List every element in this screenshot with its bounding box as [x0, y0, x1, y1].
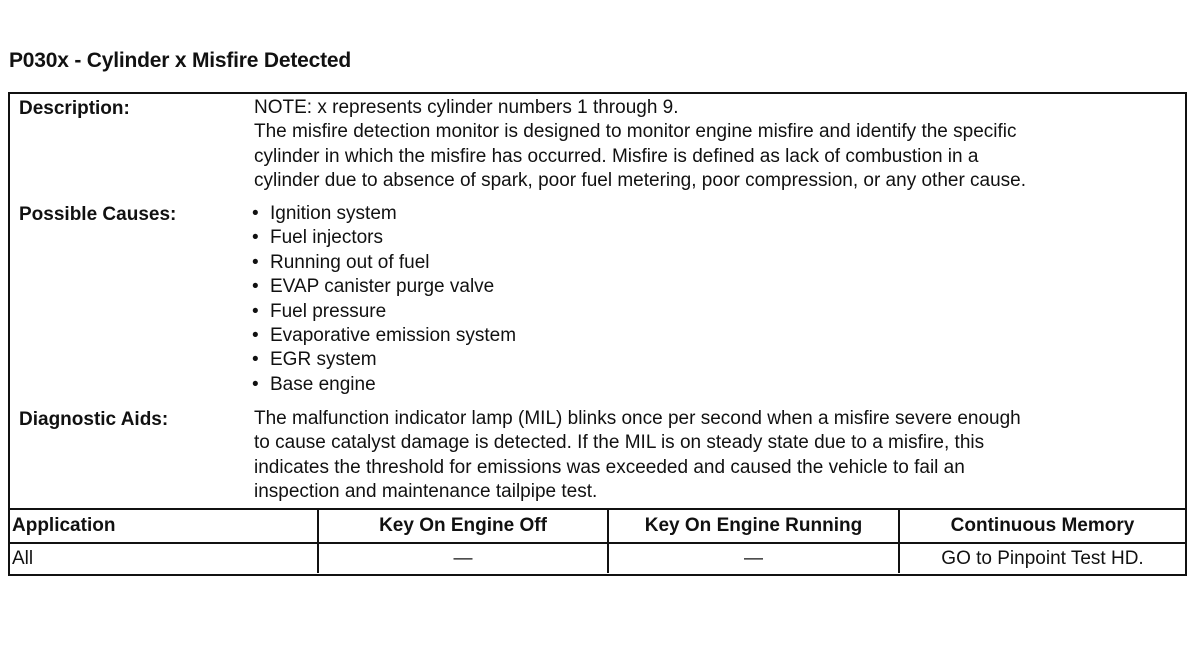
aids-line: inspection and maintenance tailpipe test.: [254, 481, 598, 503]
table-header-row: [10, 509, 1185, 543]
aids-line: The malfunction indicator lamp (MIL) blinks once per second when a misfire severe enough: [254, 408, 1021, 429]
header-application: Application: [10, 509, 318, 543]
cause-item: • EGR system: [249, 348, 516, 372]
cause-item: • Evaporative emission system: [249, 324, 516, 348]
table-row: [10, 543, 1185, 573]
cell-continuous-memory: GO to Pinpoint Test HD.: [899, 543, 1185, 573]
aids-line: to cause catalyst damage is detected. If the MIL is on steady state due to a misfire, this: [254, 432, 985, 454]
description-label: Description:: [19, 98, 130, 119]
diagnostic-aids-text: [254, 407, 1021, 505]
cause-item: • EVAP canister purge valve: [249, 275, 516, 299]
possible-causes-list: [249, 202, 516, 397]
description-text: [254, 96, 1026, 194]
cause-item: • Ignition system: [249, 202, 516, 226]
header-continuous-memory: Continuous Memory: [899, 509, 1185, 543]
possible-causes-label: Possible Causes:: [19, 204, 177, 225]
dtc-table: [8, 92, 1187, 576]
description-line: NOTE: x represents cylinder numbers 1 through 9.: [254, 97, 679, 118]
header-koer: Key On Engine Running: [608, 509, 899, 543]
cell-koeo: —: [318, 543, 608, 573]
diagnostic-aids-label: Diagnostic Aids:: [19, 409, 169, 430]
description-line: cylinder due to absence of spark, poor fuel metering, poor compression, or any other cause.: [254, 170, 1027, 192]
aids-line: indicates the threshold for emissions was exceeded and caused the vehicle to fail an: [254, 456, 965, 478]
cell-application: All: [10, 543, 318, 573]
header-koeo: Key On Engine Off: [318, 509, 608, 543]
cause-item: • Base engine: [249, 373, 516, 397]
test-table: [10, 508, 1185, 573]
description-line: cylinder in which the misfire has occurred. Misfire is defined as lack of combustion in a: [254, 145, 979, 167]
cause-item: • Fuel injectors: [249, 226, 516, 250]
cause-item: • Running out of fuel: [249, 251, 516, 275]
description-line: The misfire detection monitor is designed to monitor engine misfire and identify the specific: [254, 121, 1017, 143]
cell-koer: —: [608, 543, 899, 573]
page-title: P030x - Cylinder x Misfire Detected: [9, 49, 351, 72]
cause-item: • Fuel pressure: [249, 300, 516, 324]
